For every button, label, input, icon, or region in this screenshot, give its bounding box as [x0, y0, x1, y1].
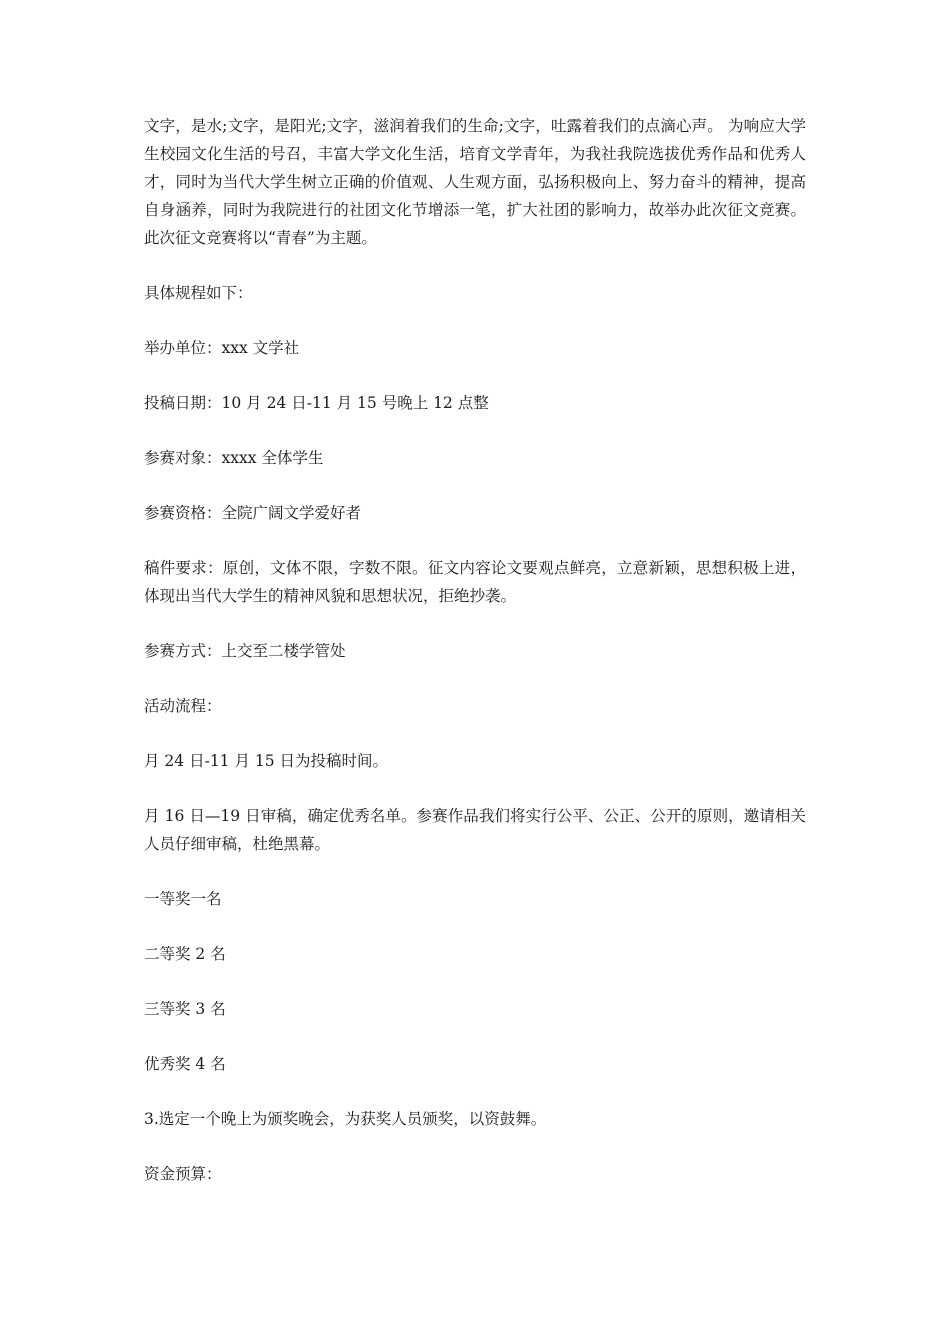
submission-method-line: 参赛方式：上交至二楼学管处 — [144, 642, 346, 660]
participants-line: 参赛对象：xxxx 全体学生 — [144, 449, 324, 467]
process-step-submission: 月 24 日-11 月 15 日为投稿时间。 — [144, 752, 389, 770]
budget-heading: 资金预算： — [144, 1165, 222, 1183]
award-third-prize: 三等奖 3 名 — [144, 1000, 226, 1018]
process-step-review: 月 16 日—19 日审稿，确定优秀名单。参赛作品我们将实行公平、公正、公开的原则，邀请相关人员仔细审稿，杜绝黑幕。 — [144, 807, 806, 853]
intro-paragraph: 文字，是水;文字，是阳光;文字，滋润着我们的生命;文字，吐露着我们的点滴心声。 为响应大学生校园文化生活的号召，丰富大学文化生活，培育文学青年，为我社我院选拔优秀作品和优秀人才，同时为当代大学生树立正确的价值观、人生观方面，弘扬积极向上、努力奋斗的精神，提高自身涵养，同时为我院进行的社团文化节增添一笔，扩大社团的影响力，故举办此次征文竞赛。此次征文竞赛将以“青春”为主题。 — [144, 117, 806, 247]
process-step-ceremony: 3.选定一个晚上为颁奖晚会，为获奖人员颁奖，以资鼓舞。 — [144, 1110, 547, 1128]
process-heading: 活动流程： — [144, 697, 222, 715]
award-excellence-prize: 优秀奖 4 名 — [144, 1055, 226, 1073]
rules-heading: 具体规程如下： — [144, 284, 253, 302]
manuscript-requirements-paragraph: 稿件要求：原创，文体不限，字数不限。征文内容论文要观点鲜亮，立意新颖，思想积极上进，体现出当代大学生的精神风貌和思想状况，拒绝抄袭。 — [144, 559, 806, 605]
document-body — [144, 112, 806, 1215]
award-second-prize: 二等奖 2 名 — [144, 945, 226, 963]
award-first-prize: 一等奖一名 — [144, 890, 222, 908]
organizer-line: 举办单位：xxx 文学社 — [144, 339, 300, 357]
submission-date-line: 投稿日期：10 月 24 日-11 月 15 号晚上 12 点整 — [144, 394, 489, 412]
eligibility-line: 参赛资格：全院广阔文学爱好者 — [144, 504, 362, 522]
